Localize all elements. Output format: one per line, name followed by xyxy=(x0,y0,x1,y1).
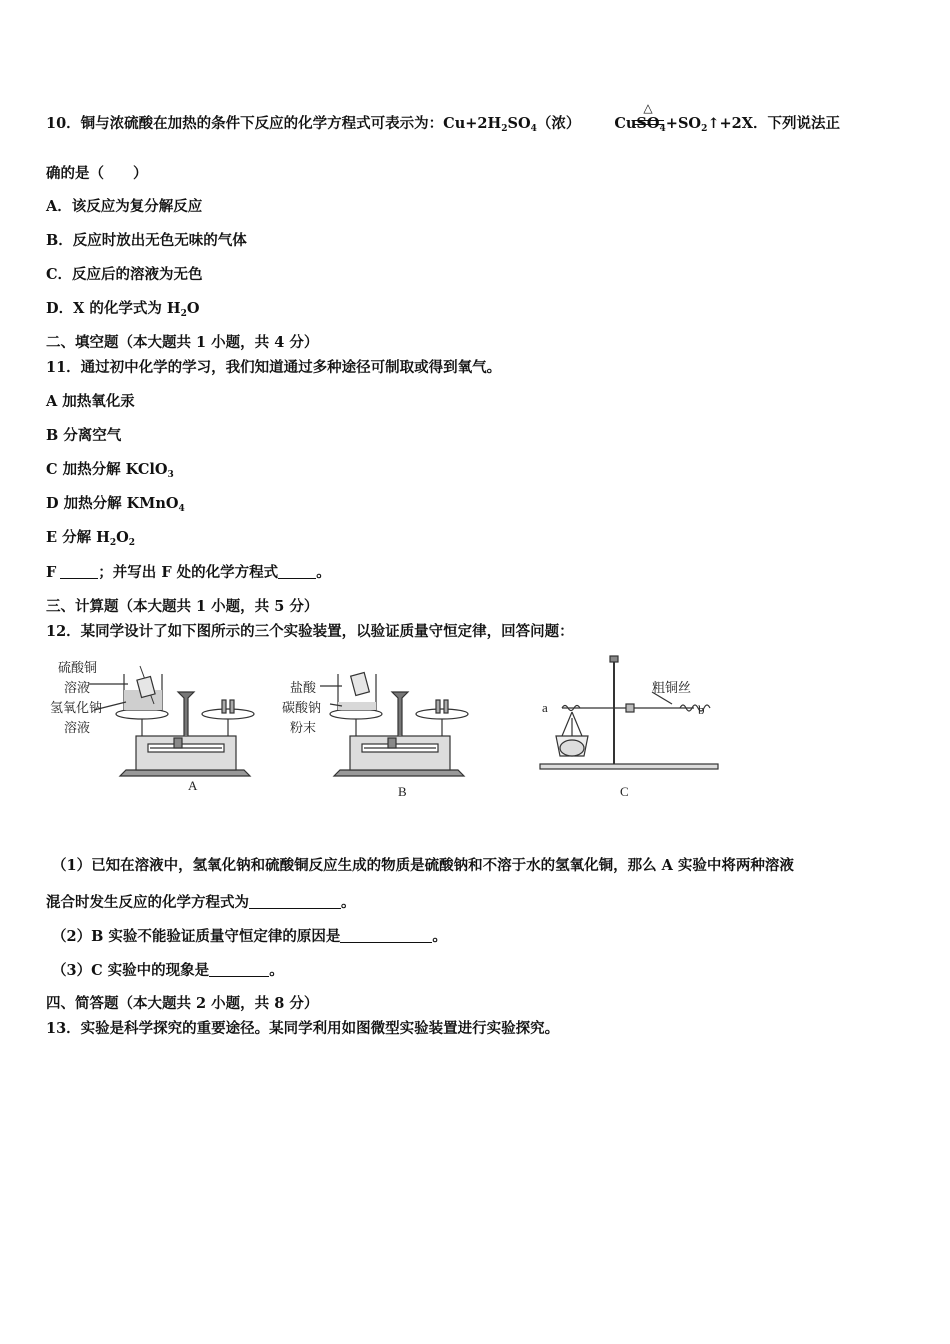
label-c-wire: 粗铜丝 xyxy=(652,681,692,696)
q10-line1: 10．铜与浓硫酸在加热的条件下反应的化学方程式可表示为：$Cu+2H_2SO_4$（浓） $CuSO_4+SO_2↑+2X$．下列说法正 xyxy=(46,115,840,134)
q13-stem: 13．实验是科学探究的重要途径。某同学利用如图微型实验装置进行实验探究。 xyxy=(46,1020,560,1037)
q12-stem: 12．某同学设计了如下图所示的三个实验装置，以验证质量守恒定律，回答问题： xyxy=(46,623,574,640)
section3-title: 三、计算题（本大题共 1 小题，共 5 分） xyxy=(46,598,319,615)
caption-c: C xyxy=(620,784,629,799)
equals-line-bottom xyxy=(634,124,664,125)
label-b-0: 盐酸 xyxy=(290,681,317,696)
q12-part3: （3）C 实验中的现象是 。 xyxy=(52,962,284,979)
caption-b: B xyxy=(398,784,407,799)
label-a-2: 氢氧化钠 xyxy=(50,701,103,716)
q10-option-b: B．反应时放出无色无味的气体 xyxy=(46,232,247,249)
label-a-0: 硫酸铜 xyxy=(58,661,98,676)
answer-blank[interactable] xyxy=(209,962,269,977)
caption-a: A xyxy=(188,778,198,793)
q10-line2: 确的是（ ） xyxy=(46,165,148,182)
stand-c xyxy=(540,656,718,769)
q10-option-a: A．该反应为复分解反应 xyxy=(46,198,203,215)
q12-part1-line2: 混合时发生反应的化学方程式为 。 xyxy=(46,894,356,911)
q12-part2: （2）B 实验不能验证质量守恒定律的原因是 。 xyxy=(52,928,447,945)
answer-blank[interactable] xyxy=(340,928,432,943)
section2-title: 二、填空题（本大题共 1 小题，共 4 分） xyxy=(46,334,319,351)
label-a-3: 溶液 xyxy=(64,721,91,736)
q10-option-d: D．X 的化学式为 $H_2O$ xyxy=(46,300,200,319)
answer-blank[interactable] xyxy=(60,564,98,579)
equals-line-top xyxy=(634,120,664,121)
section4-title: 四、简答题（本大题共 2 小题，共 8 分） xyxy=(46,995,319,1012)
experiment-figure xyxy=(44,652,744,812)
q11-option-c: C 加热分解 KClO$_3$ xyxy=(46,461,174,480)
answer-blank[interactable] xyxy=(278,564,316,579)
heat-symbol: △ xyxy=(643,101,653,115)
gas-arrow: ↑ xyxy=(707,115,720,132)
q11-option-a: A 加热氧化汞 xyxy=(46,393,135,410)
q11-option-f: F ；并写出 F 处的化学方程式 。 xyxy=(46,564,331,581)
q11-option-d: D 加热分解 KMnO$_4$ xyxy=(46,495,185,514)
label-c-a: a xyxy=(542,700,548,715)
label-a-1: 溶液 xyxy=(64,681,91,696)
label-b-2: 粉末 xyxy=(290,721,317,736)
answer-blank[interactable] xyxy=(249,894,341,909)
label-c-b: b xyxy=(698,702,705,717)
q11-option-b: B 分离空气 xyxy=(46,427,122,444)
q11-stem: 11．通过初中化学的学习，我们知道通过多种途径可制取或得到氧气。 xyxy=(46,359,502,376)
q12-part1-line1: （1）已知在溶液中，氢氧化钠和硫酸铜反应生成的物质是硫酸钠和不溶于水的氢氧化铜，那么 A 实验中将两种溶液 xyxy=(52,857,794,874)
q11-option-e: E 分解 $H_2O_2$ xyxy=(46,529,136,548)
balance-b xyxy=(320,673,468,776)
q10-option-c: C．反应后的溶液为无色 xyxy=(46,266,203,283)
label-b-1: 碳酸钠 xyxy=(282,701,322,716)
balance-a xyxy=(88,666,254,776)
